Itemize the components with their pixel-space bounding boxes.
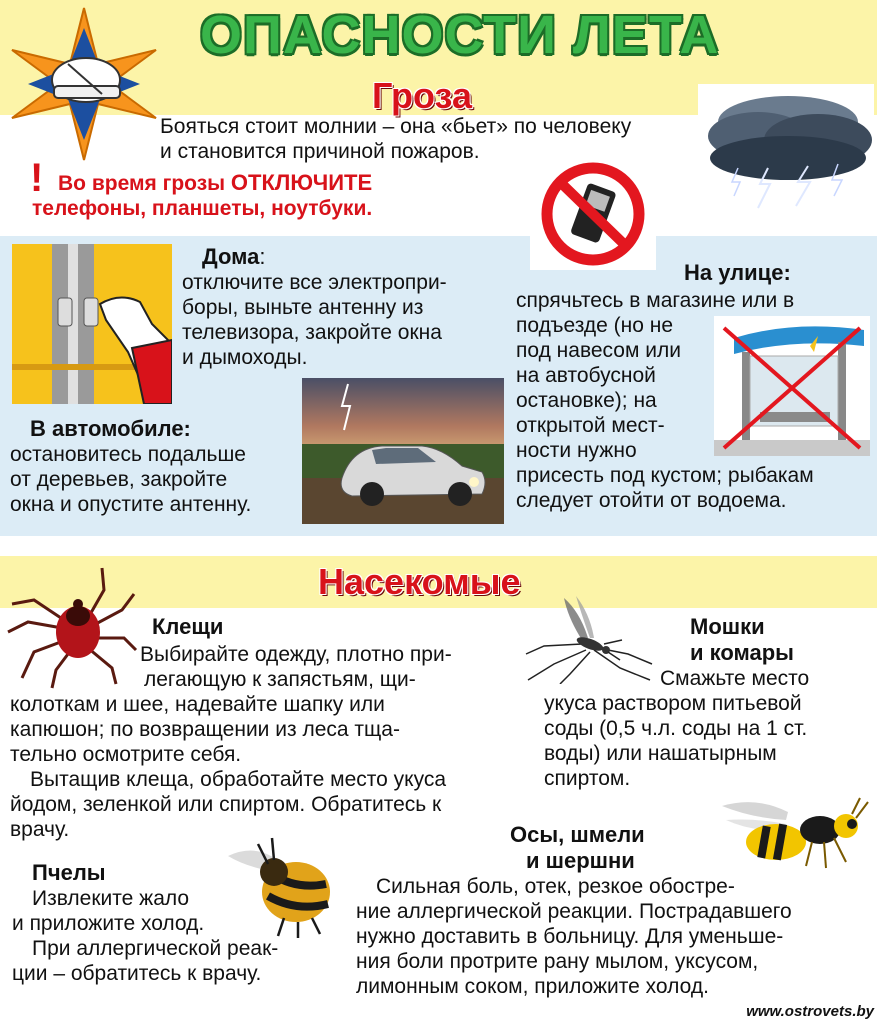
wasps-line: ния боли протрите рану мылом, уксусом, xyxy=(356,950,759,973)
mosquitoes-line: воды) или нашатырным xyxy=(544,742,777,765)
mosquitoes-line: укуса раствором питьевой xyxy=(544,692,802,715)
home-heading-text: Дома xyxy=(202,244,260,269)
home-line: отключите все электропри- xyxy=(182,271,447,294)
car-heading: В автомобиле: xyxy=(30,416,191,441)
insects-heading: Насекомые xyxy=(318,561,521,602)
wasps-heading-line: Осы, шмели xyxy=(510,822,645,847)
ticks-line: Вытащив клеща, обработайте место укуса xyxy=(30,768,447,791)
emergency-service-emblem-icon xyxy=(6,6,162,162)
street-line: подъезде (но не xyxy=(516,314,674,337)
bees-line: При аллергической реак- xyxy=(32,937,279,960)
street-line: следует отойти от водоема. xyxy=(516,489,787,512)
warning-text xyxy=(58,170,528,196)
home-heading xyxy=(202,244,265,270)
ticks-line: колоткам и шее, надевайте шапку или xyxy=(10,693,385,716)
wasps-text xyxy=(356,874,866,999)
wasps-heading-line: и шершни xyxy=(526,848,635,873)
wasps-line: нужно доставить в больницу. Для уменьше- xyxy=(356,925,784,948)
ticks-text xyxy=(10,642,510,842)
thunder-intro-line: Бояться стоит молнии – она «бьет» по человеку xyxy=(160,115,632,138)
door-handle-icon xyxy=(12,244,172,404)
street-line: под навесом или xyxy=(516,339,681,362)
home-text xyxy=(182,270,502,370)
bees-text xyxy=(12,886,332,986)
band-separator xyxy=(0,536,877,556)
warning-line: телефоны, планшеты, ноутбуки. xyxy=(32,197,373,220)
page-title: ОПАСНОСТИ ЛЕТА xyxy=(200,5,720,65)
car-line: остановитесь подальше xyxy=(10,443,246,466)
ticks-line: легающую к запястьям, щи- xyxy=(144,668,416,691)
warning-line xyxy=(58,170,528,196)
street-line: ности нужно xyxy=(516,439,637,462)
car-line: от деревьев, закройте xyxy=(10,468,228,491)
car-text xyxy=(10,442,310,517)
no-phone-sign-icon xyxy=(530,158,656,270)
street-line: спрячьтесь в магазине или в xyxy=(516,289,795,312)
bees-line: ции – обратитесь к врачу. xyxy=(12,962,262,985)
home-line: и дымоходы. xyxy=(182,346,308,369)
street-line: присесть под кустом; рыбакам xyxy=(516,464,814,487)
mosquitoes-line: соды (0,5 ч.л. соды на 1 ст. xyxy=(544,717,808,740)
street-line: открытой мест- xyxy=(516,414,665,437)
thunder-heading: Гроза xyxy=(372,75,472,116)
thunder-intro xyxy=(160,114,700,164)
car-in-storm-icon xyxy=(302,378,504,524)
footer-site-link[interactable]: www.ostrovets.by xyxy=(746,1003,874,1020)
warning-emphasis: ОТКЛЮЧИТЕ xyxy=(230,170,373,195)
storm-cloud-icon xyxy=(698,84,874,216)
ticks-line: капюшон; по возвращении из леса тща- xyxy=(10,718,400,741)
wasps-line: Сильная боль, отек, резкое обостре- xyxy=(376,875,735,898)
car-line: окна и опустите антенну. xyxy=(10,493,252,516)
ticks-line: йодом, зеленкой или спиртом. Обратитесь к xyxy=(10,793,442,816)
bees-heading: Пчелы xyxy=(32,860,106,885)
crossed-bus-stop-icon xyxy=(714,316,870,456)
bees-line: и приложите холод. xyxy=(12,912,205,935)
wasps-line: лимонным соком, приложите холод. xyxy=(356,975,709,998)
street-line: остановке); на xyxy=(516,389,657,412)
mosquitoes-line: Смажьте место xyxy=(660,667,810,690)
home-line: боры, выньте антенну из xyxy=(182,296,424,319)
wasp-icon xyxy=(716,796,872,874)
home-line: телевизора, закройте окна xyxy=(182,321,442,344)
ticks-line: врачу. xyxy=(10,818,70,841)
mosquitoes-line: спиртом. xyxy=(544,767,631,790)
warning-mark: ! xyxy=(30,156,44,200)
wasps-line: ние аллергической реакции. Пострадавшего xyxy=(356,900,792,923)
ticks-heading: Клещи xyxy=(152,614,224,639)
home-heading-colon: : xyxy=(259,244,266,269)
ticks-line: тельно осмотрите себя. xyxy=(10,743,242,766)
bees-line: Извлеките жало xyxy=(32,887,190,910)
warning-line-part: Во время грозы xyxy=(58,172,231,195)
mosquitoes-heading-line: Мошки xyxy=(690,614,765,639)
ticks-line: Выбирайте одежду, плотно при- xyxy=(140,643,452,666)
mosquitoes-text xyxy=(544,666,874,791)
street-heading: На улице: xyxy=(684,260,791,285)
street-line: на автобусной xyxy=(516,364,656,387)
thunder-intro-line: и становится причиной пожаров. xyxy=(160,140,480,163)
mosquitoes-heading-line: и комары xyxy=(690,640,794,665)
